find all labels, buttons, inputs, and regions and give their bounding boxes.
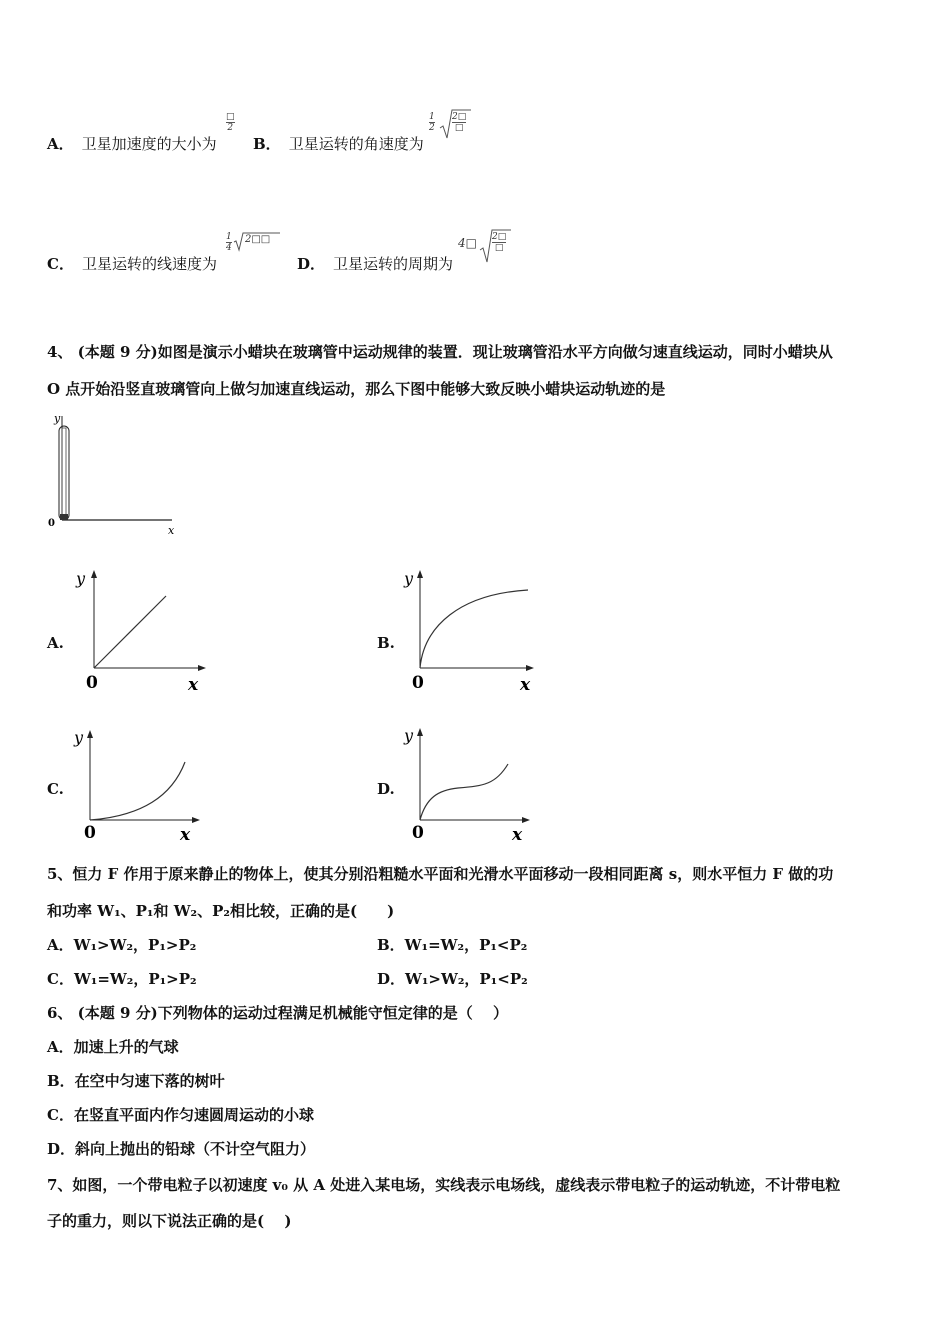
q7-stem-line1: 7、如图，一个带电粒子以初速度 v₀ 从 A 处进入某电场，实线表示电场线，虚线表示带电粒子的运动轨迹，不计带电粒 — [47, 1176, 841, 1194]
q4-setup-y-label: y — [54, 412, 61, 425]
q4-graph-b-x-label: x — [520, 675, 531, 694]
q3-option-a-text: 卫星加速度的大小为 — [81, 135, 217, 153]
q4-setup-origin-label: 0 — [48, 518, 55, 529]
q4-graph-a-x-label: x — [188, 675, 199, 694]
q4-graph-b — [400, 566, 536, 694]
q4-graph-a-origin-label: 0 — [86, 673, 98, 693]
q4-stem-line2: O 点开始沿竖直玻璃管向上做匀加速直线运动，那么下图中能够大致反映小蜡块运动轨迹的是 — [47, 380, 666, 398]
q3-option-d-coef: 4□ — [458, 236, 477, 250]
q4-graph-d — [400, 724, 534, 844]
q6-option-c: C．在竖直平面内作匀速圆周运动的小球 — [47, 1106, 314, 1124]
q3-option-c-coef: $\frac{1}{4}$ — [226, 232, 232, 253]
q4-setup-figure — [44, 408, 184, 536]
q5-option-d: D．W₁>W₂，P₁<P₂ — [377, 970, 528, 988]
q6-option-a: A．加速上升的气球 — [47, 1038, 179, 1056]
q4-graph-b-origin-label: 0 — [412, 673, 424, 693]
q5-option-c: C．W₁=W₂，P₁>P₂ — [47, 970, 197, 988]
q4-setup-x-label: x — [168, 524, 175, 536]
q3-option-d: D． 卫星运转的周期为 — [297, 255, 454, 273]
q4-stem-line1: 4、 (本题 9 分)如图是演示小蜡块在玻璃管中运动规律的装置．现让玻璃管沿水平方向做匀速直线运动，同时小蜡块从 — [47, 343, 833, 361]
q3-option-a: A． 卫星加速度的大小为 — [47, 135, 217, 153]
q6-option-b: B．在空中匀速下落的树叶 — [47, 1072, 225, 1090]
q6-option-d: D．斜向上抛出的铅球（不计空气阻力） — [47, 1140, 316, 1158]
q4-graph-b-y-label: y — [404, 569, 414, 588]
q4-graph-d-label: D. — [377, 780, 395, 798]
q4-graph-d-origin-label: 0 — [412, 823, 424, 843]
q3-option-d-radicand: 2□ □ — [492, 232, 507, 253]
q4-graph-a-y-label: y — [76, 569, 86, 588]
q7-stem-line2: 子的重力，则以下说法正确的是( ) — [47, 1212, 292, 1230]
q4-graph-c-origin-label: 0 — [84, 823, 96, 843]
q6-stem: 6、 (本题 9 分)下列物体的运动过程满足机械能守恒定律的是（ ） — [47, 1004, 508, 1022]
q3-option-c-text: 卫星运转的线速度为 — [81, 255, 217, 273]
q3-option-b-coef: $\frac{1}{2}$ — [429, 112, 435, 133]
q5-stem-line2: 和功率 W₁、P₁和 W₂、P₂相比较，正确的是( ) — [47, 902, 395, 920]
q3-option-c: C． 卫星运转的线速度为 — [47, 255, 217, 273]
q5-option-b: B．W₁=W₂，P₁<P₂ — [377, 936, 528, 954]
q4-graph-d-x-label: x — [512, 825, 523, 844]
q3-option-a-formula: □ 2 — [226, 112, 235, 133]
q4-graph-c-x-label: x — [180, 825, 191, 844]
q4-graph-a — [72, 566, 208, 694]
q3-option-b: B． 卫星运转的角速度为 — [253, 135, 424, 153]
q3-option-d-text: 卫星运转的周期为 — [333, 255, 454, 273]
q5-option-a: A．W₁>W₂，P₁>P₂ — [47, 936, 197, 954]
q4-graph-c — [72, 726, 202, 844]
q4-graph-b-label: B. — [377, 634, 395, 652]
q4-graph-c-y-label: y — [74, 728, 84, 747]
q3-option-b-radicand: 2□ □ — [452, 112, 467, 133]
q3-option-c-radicand: 2□□ — [245, 234, 271, 245]
q3-option-b-text: 卫星运转的角速度为 — [288, 135, 424, 153]
q4-graph-c-label: C. — [47, 780, 64, 798]
q5-stem-line1: 5、恒力 F 作用于原来静止的物体上，使其分别沿粗糙水平面和光滑水平面移动一段相同距离 s，则水平恒力 F 做的功 — [47, 865, 834, 883]
q4-graph-d-y-label: y — [404, 726, 414, 745]
q4-graph-a-label: A. — [47, 634, 64, 652]
